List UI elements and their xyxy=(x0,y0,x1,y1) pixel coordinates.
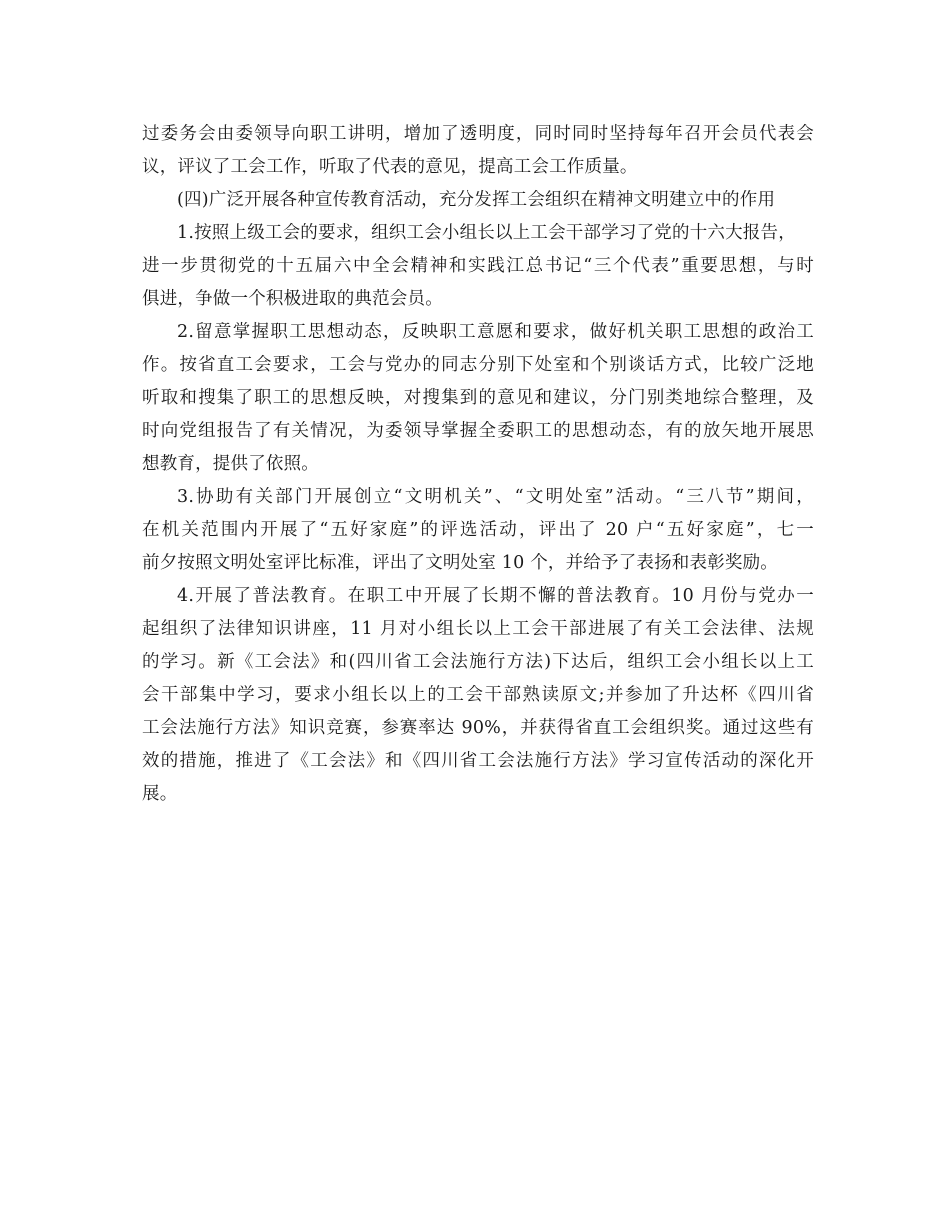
text-line: 4.开展了普法教育。在职工中开展了长期不懈的普法教育。10 月份与党办一 xyxy=(177,586,814,606)
text-line: 效的措施，推进了《工会法》和《四川省工会法施行方法》学习宣传活动的深化开 xyxy=(142,751,814,771)
text-line: 俱进，争做一个积极进取的典范会员。 xyxy=(142,289,443,309)
text-line: 想教育，提供了依照。 xyxy=(142,454,319,474)
text-line: 3.协助有关部门开展创立“文明机关”、“文明处室”活动。“三八节”期间， xyxy=(177,487,814,507)
document-body xyxy=(142,118,814,811)
text-line: 作。按省直工会要求，工会与党办的同志分别下处室和个别谈话方式，比较广泛地 xyxy=(142,355,814,375)
text-line: 在机关范围内开展了“五好家庭”的评选活动，评出了 20 户“五好家庭”，七一 xyxy=(142,520,814,540)
text-line: 的学习。新《工会法》和(四川省工会法施行方法)下达后，组织工会小组长以上工 xyxy=(142,652,814,672)
text-line: 时向党组报告了有关情况，为委领导掌握全委职工的思想动态，有的放矢地开展思 xyxy=(142,421,814,441)
text-line: 前夕按照文明处室评比标准，评出了文明处室 10 个，并给予了表扬和表彰奖励。 xyxy=(142,553,778,573)
text-line: 会干部集中学习，要求小组长以上的工会干部熟读原文;并参加了升达杯《四川省 xyxy=(142,685,814,705)
section-heading: (四)广泛开展各种宣传教育活动，充分发挥工会组织在精神文明建立中的作用 xyxy=(177,190,776,210)
text-line: 工会法施行方法》知识竞赛，参赛率达 90%，并获得省直工会组织奖。通过这些有 xyxy=(142,718,814,738)
text-line: 进一步贯彻党的十五届六中全会精神和实践江总书记“三个代表”重要思想，与时 xyxy=(142,256,814,276)
text-line: 过委务会由委领导向职工讲明，增加了透明度，同时同时坚持每年召开会员代表会 xyxy=(142,124,814,144)
text-line: 起组织了法律知识讲座，11 月对小组长以上工会干部进展了有关工会法律、法规 xyxy=(142,619,814,639)
text-line: 听取和搜集了职工的思想反映，对搜集到的意见和建议，分门别类地综合整理，及 xyxy=(142,388,814,408)
text-line: 1.按照上级工会的要求，组织工会小组长以上工会干部学习了党的十六大报告， xyxy=(177,223,796,243)
text-line: 2.留意掌握职工思想动态，反映职工意愿和要求，做好机关职工思想的政治工 xyxy=(177,322,814,342)
text-line: 展。 xyxy=(142,784,178,804)
text-line: 议，评议了工会工作，听取了代表的意见，提高工会工作质量。 xyxy=(142,157,638,177)
